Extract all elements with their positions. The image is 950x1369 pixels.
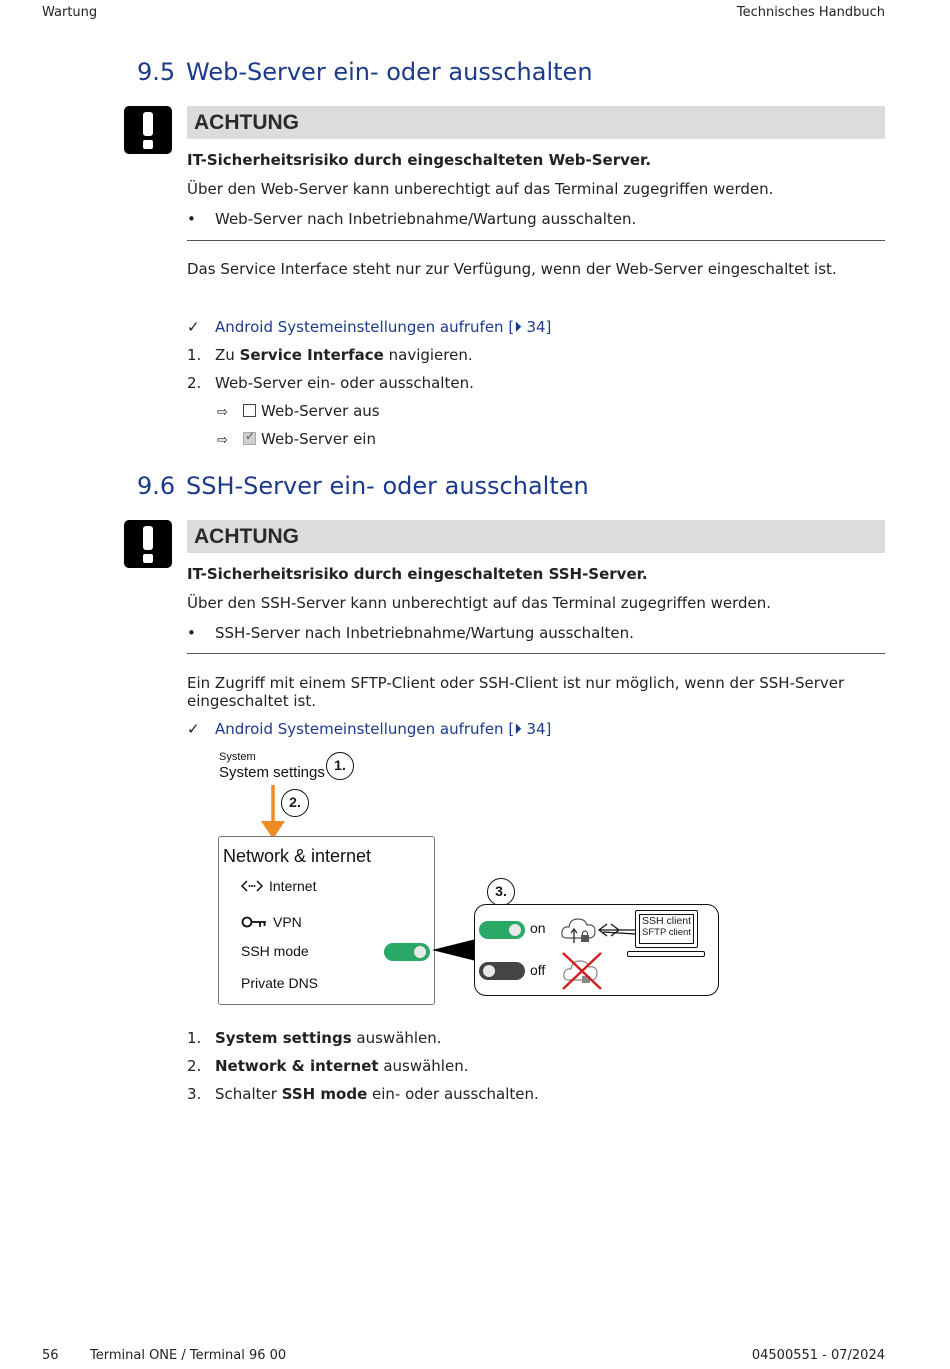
toggle-off-label: off xyxy=(530,962,546,978)
result-arrow-icon: ⇨ xyxy=(217,433,228,448)
warning-headline: IT-Sicherheitsrisiko durch eingeschalteten SSH-Server. xyxy=(187,565,648,583)
warning-label: ACHTUNG xyxy=(187,106,885,139)
checkmark-icon: ✓ xyxy=(187,318,200,336)
section-number: 9.5 xyxy=(137,58,176,86)
menu-item-private-dns[interactable]: Private DNS xyxy=(241,975,319,991)
step-text-bold: SSH mode xyxy=(281,1085,368,1103)
step-number: 2. xyxy=(187,374,202,392)
page-number: 56 xyxy=(42,1348,59,1363)
step-number: 1. xyxy=(187,1029,202,1047)
warning-exclamation-icon xyxy=(124,520,172,568)
result-arrow-icon: ⇨ xyxy=(217,405,228,420)
cloud-blocked-icon xyxy=(560,950,604,992)
warning-text: Über den Web-Server kann unberechtigt auf das Terminal zugegriffen werden. xyxy=(187,180,774,198)
prerequisite-link-text: Android Systemeinstellungen aufrufen [ xyxy=(215,720,515,738)
key-icon xyxy=(241,916,267,928)
toggle-on-label: on xyxy=(530,920,546,936)
warning-bullet: • Web-Server nach Inbetriebnahme/Wartung ausschalten. xyxy=(187,210,637,228)
warning-bullet-text: Web-Server nach Inbetriebnahme/Wartung ausschalten. xyxy=(215,210,637,228)
section-title: SSH-Server ein- oder ausschalten xyxy=(186,472,589,500)
prerequisite-link[interactable] xyxy=(215,720,551,738)
step-item xyxy=(187,1057,468,1075)
code-brackets-icon xyxy=(241,879,263,893)
figure-step-3: 3. xyxy=(487,878,515,906)
warning-bullet-text: SSH-Server nach Inbetriebnahme/Wartung ausschalten. xyxy=(215,624,634,642)
running-header-chapter: Wartung xyxy=(42,5,98,20)
step-text-bold: System settings xyxy=(215,1029,352,1047)
step-number: 2. xyxy=(187,1057,202,1075)
step-item xyxy=(187,1029,442,1047)
menu-item-internet[interactable]: Internet xyxy=(269,878,317,894)
laptop-base-icon xyxy=(627,951,705,957)
section-number: 9.6 xyxy=(137,472,176,500)
step-text-post: auswählen. xyxy=(378,1057,469,1075)
menu-item-vpn[interactable]: VPN xyxy=(273,914,302,930)
page-arrow-icon: ⏵ xyxy=(514,318,522,336)
result-item xyxy=(217,430,376,448)
panel-title: Network & internet xyxy=(223,846,372,866)
figure-step-1: 1. xyxy=(326,752,354,780)
laptop-icon xyxy=(635,910,698,948)
callout-pointer-icon xyxy=(432,937,478,963)
cloud-lock-connected-icon xyxy=(559,910,639,946)
step-text-bold: Network & internet xyxy=(215,1057,379,1075)
warning-divider xyxy=(187,240,885,241)
step-text-bold: Service Interface xyxy=(239,346,384,364)
warning-text: Über den SSH-Server kann unberechtigt auf das Terminal zugegriffen werden. xyxy=(187,594,772,612)
result-item xyxy=(217,402,380,420)
prerequisite xyxy=(187,318,551,336)
prerequisite-link-text: Android Systemeinstellungen aufrufen [ xyxy=(215,318,515,336)
step-item xyxy=(187,1085,539,1103)
client-label-ssh: SSH client xyxy=(642,915,692,927)
warning-divider xyxy=(187,653,885,654)
network-internet-panel xyxy=(218,836,435,1005)
result-text: Web-Server aus xyxy=(261,402,380,420)
orange-down-arrow-icon xyxy=(258,785,288,841)
prerequisite-page-ref: 34] xyxy=(521,720,552,738)
result-text: Web-Server ein xyxy=(261,430,376,448)
menu-item-ssh-mode[interactable]: SSH mode xyxy=(241,943,309,959)
step-text-post: auswählen. xyxy=(351,1029,442,1047)
warning-label: ACHTUNG xyxy=(187,520,885,553)
step-number: 3. xyxy=(187,1085,202,1103)
warning-exclamation-icon xyxy=(124,106,172,154)
page-arrow-icon: ⏵ xyxy=(514,720,522,738)
prerequisite-page-ref: 34] xyxy=(521,318,552,336)
toggle-on-icon xyxy=(479,921,525,939)
running-header-title: Technisches Handbuch xyxy=(736,5,885,20)
step-text-post: ein- oder ausschalten. xyxy=(367,1085,539,1103)
warning-bullet: • SSH-Server nach Inbetriebnahme/Wartung ausschalten. xyxy=(187,624,634,642)
figure-system-label: System xyxy=(219,751,256,763)
section-intro: Ein Zugriff mit einem SFTP-Client oder SSH-Client ist nur möglich, wenn der SSH-Server eingeschaltet ist. xyxy=(187,674,845,710)
warning-headline: IT-Sicherheitsrisiko durch eingeschalteten Web-Server. xyxy=(187,151,652,169)
client-label-sftp: SFTP client xyxy=(642,927,691,938)
checkmark-icon: ✓ xyxy=(187,720,200,738)
step-number: 1. xyxy=(187,346,202,364)
figure-step-2: 2. xyxy=(281,789,309,817)
step-text-post: navigieren. xyxy=(383,346,473,364)
section-title: Web-Server ein- oder ausschalten xyxy=(186,58,593,86)
ssh-mode-toggle[interactable] xyxy=(384,943,430,961)
footer-doc-number: 04500551 - 07/2024 xyxy=(751,1348,885,1363)
checkbox-checked-icon xyxy=(243,432,256,445)
section-heading-9-6 xyxy=(137,472,589,500)
footer-product: Terminal ONE / Terminal 96 00 xyxy=(90,1348,287,1363)
section-intro: Das Service Interface steht nur zur Verfügung, wenn der Web-Server eingeschaltet ist. xyxy=(187,260,837,278)
step-item xyxy=(187,374,474,392)
toggle-off-icon xyxy=(479,962,525,980)
section-heading-9-5 xyxy=(137,58,593,86)
step-item xyxy=(187,346,473,364)
step-text: Web-Server ein- oder ausschalten. xyxy=(215,374,474,392)
step-text-pre: Zu xyxy=(215,346,240,364)
prerequisite-link[interactable] xyxy=(215,318,551,336)
checkbox-unchecked-icon xyxy=(243,404,256,417)
figure-system-settings: System settings xyxy=(219,764,325,781)
prerequisite xyxy=(187,720,551,738)
step-text-pre: Schalter xyxy=(215,1085,282,1103)
